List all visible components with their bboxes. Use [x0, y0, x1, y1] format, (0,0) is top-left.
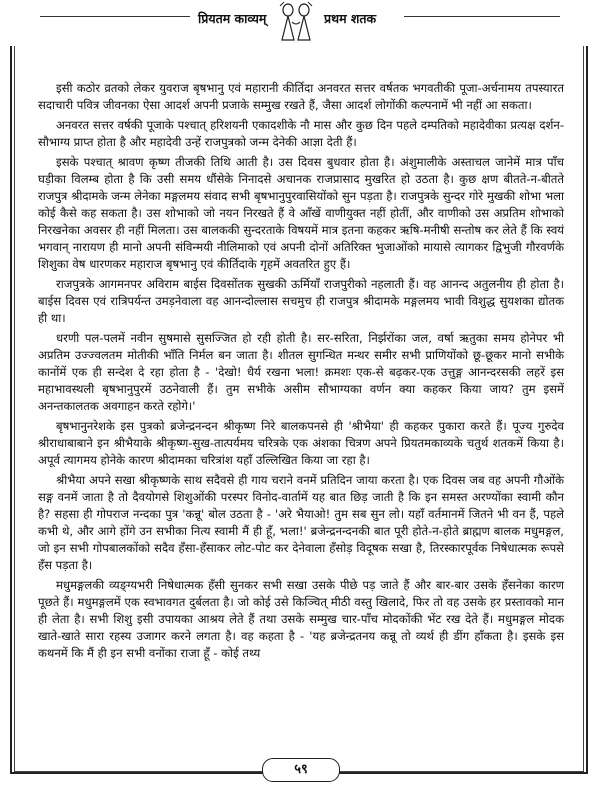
radha-krishna-vignette-icon: [270, 2, 322, 42]
paragraph: श्रीभैया अपने सखा श्रीकृष्णके साथ सदैवसे ही गाय चराने वनमें प्रतिदिन जाया करता है। एक दिवस जब वह अपनी गौओंके सङ्ग वनमें जाता है तो दैवयोगसे शिशुओंकी परस्पर विनोद-वार्तामें यह बात छिड़ जाती है कि इन समस्त अरण्योंका स्वामी कौन है? सहसा ही गोपराज नन्दका पुत्र 'कन्नू' बोल उठता है - 'अरे भैयाओ! तुम सब सुन लो। यहाँ वर्तमानमें जितने भी वन हैं, पहले कभी थे, और आगे होंगे उन सभीका नित्य स्वामी मैं ही हूँ, भला!' ब्रजेन्द्रनन्दनकी बात पूरी होते-न-होते ब्राह्मण बालक मधुमङ्गल, जो इन सभी गोपबालकोंको सदैव हँसा-हँसाकर लोट-पोट कर देनेवाला हँसोड़ विदूषक सखा है, तिरस्कारपूर्वक निषेधात्मक रूपसे हँस पड़ता है।: [38, 473, 564, 572]
page-body: [38, 80, 564, 665]
header-right-title: प्रथम शतक: [324, 11, 377, 26]
paragraph: मधुमङ्गलकी व्यङ्ग्यभरी निषेधात्मक हँसी सुनकर सभी सखा उसके पीछे पड़ जाते हैं और बार-बार उसके हँसनेका कारण पूछते हैं। मधुमङ्गलमें एक स्वभावगत दुर्बलता है। जो कोई उसे किञ्चित् मीठी वस्तु खिलादे, फिर तो वह उसके हर प्रस्तावको मान ही लेता है। सभी शिशु इसी उपायका आश्रय लेते हैं तथा उसके सम्मुख चार-पाँच मोदकोंकी भेंट रख देते हैं। मधुमङ्गल मोदक खाते-खाते सारा रहस्य उजागर करने लगता है। वह कहता है - 'यह ब्रजेन्द्रतनय कन्नू तो व्यर्थ ही डींग हाँकता है। इसके इस कथनमें कि मैं ही इन सभी वनोंका राजा हूँ - कोई तथ्य: [38, 578, 564, 660]
header-rule-right: [404, 16, 560, 17]
paragraph: राजपुत्रके आगमनपर अविराम बाईस दिवसोंतक सुखकी ऊर्मियाँ राजपुरीको नहलाती हैं। वह आनन्द अतुलनीय ही होता है। बाईस दिवस एवं रात्रिपर्यन्त उमड़नेवाला वह आनन्दोल्लास सचमुच ही राजपुत्र श्रीदामके मङ्गलमय भावी विशुद्ध सुयशका द्योतक ही था।: [38, 277, 564, 325]
paragraph: धरणी पल-पलमें नवीन सुषमासे सुसज्जित हो रही होती है। सर-सरिता, निर्झरोंका जल, वर्षा ऋतुका समय होनेपर भी अप्रतिम उज्ज्वलतम मोतीकी भाँति निर्मल बन जाता है। शीतल सुगन्धित मन्थर समीर सभी प्राणियोंको छू-छूकर मानो सभीके कानोंमें एक ही सन्देश दे रहा होता है - 'देखो! धैर्य रखना भला! क्रमशः एक-से बढ़कर-एक उत्तुङ्ग आनन्दरसकी लहरें इस महाभावस्थली बृषभानुपुरमें उठनेवाली हैं। तुम सभीके असीम सौभाग्यका वर्णन क्या कहकर किया जाय? तुम इसमें अनन्तकालतक अवगाहन करते रहोगे।': [38, 331, 564, 413]
running-header: [0, 0, 600, 46]
paragraph: इसके पश्चात् श्रावण कृष्ण तीजकी तिथि आती है। उस दिवस बुधवार होता है। अंशुमालीके अस्ताचल जानेमें मात्र पाँच घड़ीका विलम्ब होता है कि उसी समय धौंसेके निनादसे अचानक राजप्रासाद मुखरित हो उठता है। कुछ क्षण बीतते-न-बीतते राजपुत्र श्रीदामके जन्म लेनेका मङ्गलमय संवाद सभी बृषभानुपुरवासियोंको सुन पड़ता है। राजपुत्रके सुन्दर गोरे मुखकी शोभा भला कोई कैसे कह सकता है। उस शोभाको जो नयन निरखते हैं वे आँखें वाणीयुक्त नहीं होतीं, और वाणीको उस अप्रतिम शोभाको निरखनेका अवसर ही नहीं मिलता। उस बालककी सुन्दरताके विषयमें मात्र इतना कहकर ऋषि-मनीषी सन्तोष कर लेते हैं कि स्वयं भगवान् नारायण ही मानो अपनी संविन्मयी नीलिमाको एवं अपनी दोनों अतिरिक्त भुजाओंको मायासे त्यागकर द्विभुजी गौरवर्णके शिशुका वेष धारणकर महाराज बृषभानु एवं कीर्तिदाके गृहमें अवतरित हुए हैं।: [38, 155, 564, 271]
page-number: ५९: [262, 758, 340, 782]
paragraph: बृषभानुनरेशके इस पुत्रको ब्रजेन्द्रनन्दन श्रीकृष्ण निरे बालकपनसे ही 'श्रीभैया' ही कहकर पुकारा करते हैं। पूज्य गुरुदेव श्रीराधाबाबाने इन श्रीभैयाके श्रीकृष्ण-सुख-तात्पर्यमय चरित्रके एक अंशका चित्रण अपने प्रियतमकाव्यके चतुर्थ शतकमें किया है। अपूर्व त्यागमय होनेके कारण श्रीदामका चरित्रांश यहाँ उल्लिखित किया जा रहा है।: [38, 419, 564, 467]
header-rule-left: [40, 16, 190, 17]
paragraph: अनवरत सत्तर वर्षकी पूजाके पश्चात् हरिशयनी एकादशीके नौ मास और कुछ दिन पहले दम्पतिको महादेवीका प्रत्यक्ष दर्शन-सौभाग्य प्राप्त होता है और महादेवी उन्हें राजपुत्रको जन्म देनेकी आज्ञा देती हैं।: [38, 118, 564, 150]
header-left-title: प्रियतम काव्यम्: [198, 11, 267, 26]
paragraph: इसी कठोर व्रतको लेकर युवराज बृषभानु एवं महारानी कीर्तिदा अनवरत सत्तर वर्षतक भगवतीकी पूजा-अर्चनामय तपस्यारत सदाचारी पवित्र जीवनका ऐसा आदर्श अपनी प्रजाके सम्मुख रखते हैं, जैसा आदर्श लोगोंकी कल्पनामें भी नहीं आ सकता।: [38, 81, 564, 112]
